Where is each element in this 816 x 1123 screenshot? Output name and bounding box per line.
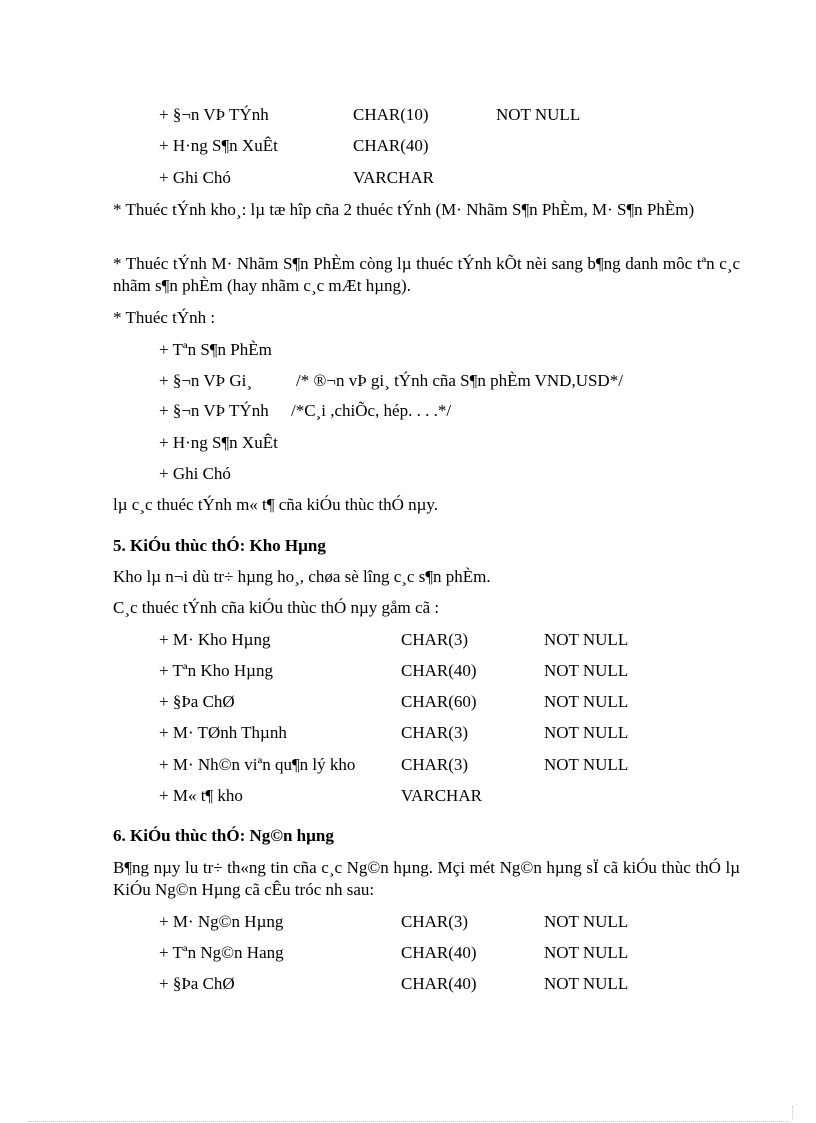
attr-name: + Ghi Chó	[159, 464, 231, 483]
field-type: CHAR(10)	[353, 105, 429, 124]
attr-name: + §¬n VÞ TÝnh	[159, 401, 269, 420]
field-type: CHAR(40)	[401, 943, 477, 962]
field-type: CHAR(3)	[401, 723, 469, 742]
attr-name: + H·ng S¶n XuÊt	[159, 433, 278, 452]
field-constraint: NOT NULL	[544, 943, 629, 962]
field-name: + Tªn Ng©n Hang	[159, 943, 284, 962]
field-type: VARCHAR	[353, 168, 434, 187]
field-constraint: NOT NULL	[544, 912, 629, 931]
paragraph-foreign-key: * Thuéc tÝnh M· Nhãm S¶n PhÈm còng lµ thuéc tÝnh kÕt nèi sang b¶ng danh môc tªn c¸c nhãm s¶n phÈm (hay nhãm c¸c mÆt hµng).	[113, 254, 740, 295]
field-type: CHAR(3)	[401, 912, 469, 931]
field-type: CHAR(40)	[353, 136, 429, 155]
field-constraint: NOT NULL	[544, 661, 629, 680]
attr-name: + §¬n VÞ Gi¸	[159, 371, 253, 390]
attr-name: + Tªn S¶n PhÈm	[159, 340, 272, 359]
field-constraint: NOT NULL	[544, 974, 629, 993]
field-name: + §Þa ChØ	[159, 974, 235, 993]
field-constraint: NOT NULL	[544, 723, 629, 742]
field-type: CHAR(60)	[401, 692, 477, 711]
field-name: + Ghi Chó	[159, 168, 231, 187]
paragraph-attributes: * Thuéc tÝnh :	[113, 308, 216, 327]
field-name: + H·ng S¶n XuÊt	[159, 136, 278, 155]
field-name: + M· Nh©n viªn qu¶n lý kho	[159, 755, 356, 774]
section-heading: 5. KiÓu thùc thÓ: Kho Hµng	[113, 536, 326, 555]
field-constraint: NOT NULL	[496, 105, 581, 124]
field-type: CHAR(40)	[401, 661, 477, 680]
field-name: + M· Ng©n Hµng	[159, 912, 284, 931]
page-corner-mark	[792, 1106, 794, 1120]
section-intro: C¸c thuéc tÝnh cña kiÓu thùc thÓ nµy gåm cã :	[113, 598, 440, 617]
field-name: + §¬n VÞ TÝnh	[159, 105, 269, 124]
field-name: + M· Kho Hµng	[159, 630, 271, 649]
section-intro: Kho lµ n¬i dù tr÷ hµng ho¸, chøa sè lîng c¸c s¶n phÈm.	[113, 567, 491, 586]
paragraph-key: * Thuéc tÝnh kho¸: lµ tæ hîp cña 2 thuéc tÝnh (M· Nhãm S¶n PhÈm, M· S¶n PhÈm)	[113, 200, 695, 219]
attr-note: /*C¸i ,chiÕc, hép. . . .*/	[291, 401, 452, 420]
attr-note: /* ®¬n vÞ gi¸ tÝnh cña S¶n phÈm VND,USD*/	[296, 371, 623, 390]
field-constraint: NOT NULL	[544, 692, 629, 711]
field-type: VARCHAR	[401, 786, 482, 805]
field-name: + M« t¶ kho	[159, 786, 243, 805]
field-type: CHAR(3)	[401, 630, 469, 649]
field-name: + M· TØnh Thµnh	[159, 723, 287, 742]
field-type: CHAR(40)	[401, 974, 477, 993]
section-intro: B¶ng nµy lu tr÷ th«ng tin cña c¸c Ng©n hµng. Mçi mét Ng©n hµng sÏ cã kiÓu thùc thÓ lµ KiÓu Ng©n Hµng cã cÊu tróc nh sau:	[113, 858, 740, 899]
field-name: + §Þa ChØ	[159, 692, 235, 711]
page-bottom-border	[28, 1121, 788, 1122]
field-constraint: NOT NULL	[544, 755, 629, 774]
field-constraint: NOT NULL	[544, 630, 629, 649]
field-name: + Tªn Kho Hµng	[159, 661, 273, 680]
field-type: CHAR(3)	[401, 755, 469, 774]
section-heading: 6. KiÓu thùc thÓ: Ng©n hµng	[113, 826, 334, 845]
paragraph-description: lµ c¸c thuéc tÝnh m« t¶ cña kiÓu thùc thÓ nµy.	[113, 495, 439, 514]
